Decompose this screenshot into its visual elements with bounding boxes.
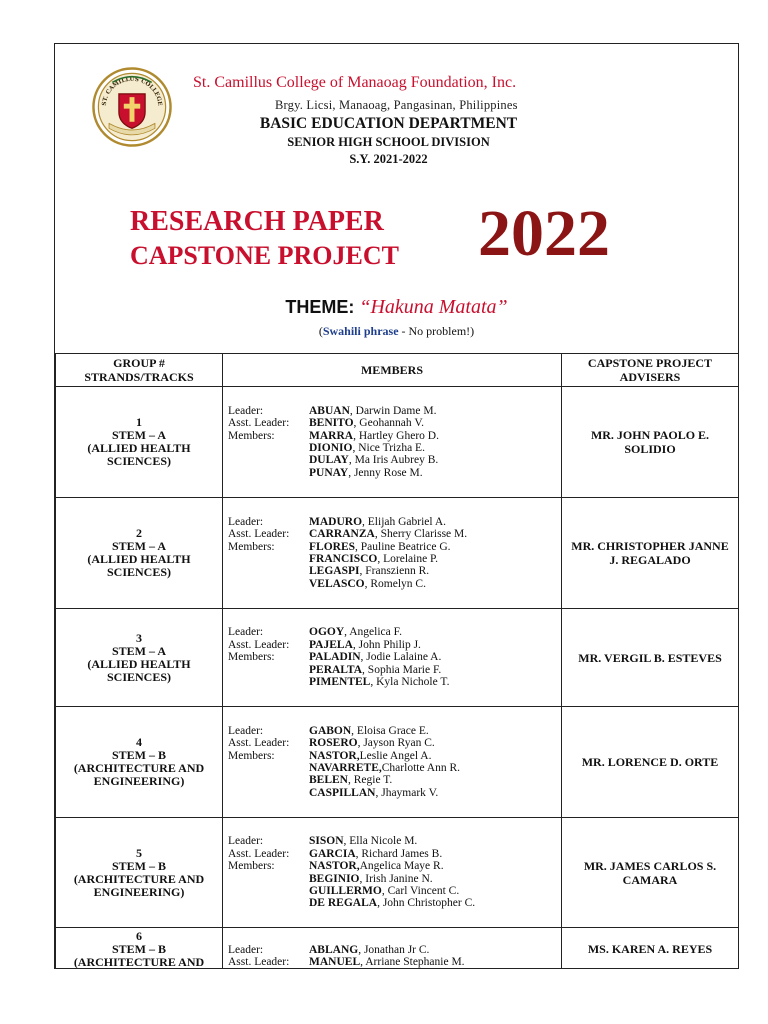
theme-note: (Swahili phrase - No problem!) xyxy=(318,324,475,338)
member-line xyxy=(228,541,561,553)
member-surname: PALADIN xyxy=(309,651,361,664)
member-surname: GARCIA xyxy=(309,847,356,860)
school-address: Brgy. Licsi, Manaoag, Pangasinan, Philippines xyxy=(275,98,518,112)
members-cell xyxy=(223,609,562,707)
member-role: Asst. Leader: xyxy=(228,638,290,651)
title-research-paper: RESEARCH PAPER xyxy=(130,206,384,237)
member-given-name: , Richard James B. xyxy=(355,847,443,860)
theme-label: THEME xyxy=(285,297,349,317)
member-role xyxy=(228,454,309,466)
member-given-name: , Elijah Gabriel A. xyxy=(362,515,447,528)
member-role: Asst. Leader: xyxy=(228,528,290,541)
member-role xyxy=(228,676,309,688)
member-line xyxy=(228,897,561,909)
member-given-name: , Darwin Dame M. xyxy=(349,404,437,417)
member-line xyxy=(228,430,561,442)
member-line xyxy=(228,454,561,466)
member-role xyxy=(228,897,309,909)
member-given-name: , John Philip J. xyxy=(352,638,421,651)
member-line xyxy=(228,664,561,676)
member-line xyxy=(228,405,561,417)
member-role: Leader: xyxy=(228,404,264,417)
member-surname: BENITO xyxy=(309,417,354,430)
member-line xyxy=(228,944,561,956)
member-line xyxy=(228,956,561,968)
members-cell xyxy=(223,387,562,498)
member-line xyxy=(228,553,561,565)
member-given-name: , Eloisa Grace E. xyxy=(351,724,429,737)
header-advisers: CAPSTONE PROJECT ADVISERS xyxy=(562,354,739,387)
member-role: Leader: xyxy=(228,515,264,528)
member-surname: MANUEL xyxy=(309,956,361,969)
group-cell: 5 STEM – B (ARCHITECTURE AND ENGINEERING) xyxy=(56,818,223,928)
member-surname: DIONIO xyxy=(309,442,353,454)
member-role: Asst. Leader: xyxy=(228,847,290,860)
member-role: Members: xyxy=(228,651,275,664)
table-row xyxy=(56,707,739,818)
member-line xyxy=(228,737,561,749)
theme-value: “Hakuna Matata” xyxy=(359,296,508,318)
member-role: Members: xyxy=(228,749,275,762)
division-title: SENIOR HIGH SCHOOL DIVISION xyxy=(287,135,490,149)
member-role xyxy=(228,762,309,774)
member-role: Leader: xyxy=(228,835,264,848)
member-given-name: , Lorelaine P. xyxy=(377,553,439,565)
member-line xyxy=(228,725,561,737)
member-role: Leader: xyxy=(228,944,264,956)
member-line xyxy=(228,750,561,762)
group-cell: 2 STEM – A (ALLIED HEALTH SCIENCES) xyxy=(56,498,223,609)
member-given-name: , Pauline Beatrice G. xyxy=(355,540,451,553)
member-surname: CASPILLAN xyxy=(309,786,376,799)
adviser-cell: MR. LORENCE D. ORTE xyxy=(562,707,739,818)
group-cell: 1 STEM – A (ALLIED HEALTH SCIENCES) xyxy=(56,387,223,498)
member-line xyxy=(228,848,561,860)
member-given-name: Angelica Maye R. xyxy=(359,860,444,873)
member-role: Leader: xyxy=(228,724,264,737)
member-line xyxy=(228,762,561,774)
member-given-name: , Sherry Clarisse M. xyxy=(374,528,468,541)
member-given-name: , Hartley Ghero D. xyxy=(353,429,439,442)
member-surname: GABON xyxy=(309,724,352,737)
member-line xyxy=(228,578,561,590)
member-role: Leader: xyxy=(228,626,264,639)
theme-note-term: Swahili phrase xyxy=(322,324,399,338)
member-surname: NASTOR, xyxy=(309,860,360,873)
member-given-name: Leslie Angel A. xyxy=(359,749,432,762)
member-surname: PAJELA xyxy=(309,638,353,651)
member-given-name: , Jodie Lalaine A. xyxy=(360,651,442,664)
member-line xyxy=(228,528,561,540)
member-surname: CARRANZA xyxy=(309,528,375,541)
member-role: Members: xyxy=(228,429,275,442)
svg-text:ST. CAMILLUS COLLEGE: ST. CAMILLUS COLLEGE xyxy=(101,76,163,107)
member-surname: DE REGALA xyxy=(309,897,378,910)
table-row xyxy=(56,387,739,498)
member-line xyxy=(228,442,561,454)
member-given-name: , Regie T. xyxy=(348,774,393,787)
members-cell xyxy=(223,818,562,928)
group-cell: 3 STEM – A (ALLIED HEALTH SCIENCES) xyxy=(56,609,223,707)
member-surname: PERALTA xyxy=(309,663,363,676)
member-surname: BEGINIO xyxy=(309,872,360,885)
member-line xyxy=(228,885,561,897)
member-given-name: , Jayson Ryan C. xyxy=(357,737,435,750)
title-capstone-project: CAPSTONE PROJECT xyxy=(130,241,399,270)
adviser-cell: MR. JOHN PAOLO E. SOLIDIO xyxy=(562,387,739,498)
member-line xyxy=(228,565,561,577)
member-given-name: , Angelica F. xyxy=(344,626,402,639)
member-surname: ABUAN xyxy=(309,404,350,417)
theme-line: THEME: “Hakuna Matata” xyxy=(285,296,508,318)
member-surname: DULAY xyxy=(309,454,349,467)
member-surname: PUNAY xyxy=(309,466,349,479)
member-given-name: , Franszienn R. xyxy=(359,565,430,578)
member-role: Members: xyxy=(228,860,275,873)
adviser-cell: MR. VERGIL B. ESTEVES xyxy=(562,609,739,707)
group-cell: 4 STEM – B (ARCHITECTURE AND ENGINEERING) xyxy=(56,707,223,818)
group-cell: 6 STEM – B (ARCHITECTURE AND xyxy=(56,928,223,970)
member-given-name: , Jenny Rose M. xyxy=(348,466,423,479)
school-year: S.Y. 2021-2022 xyxy=(349,152,428,166)
member-given-name: , Jhaymark V. xyxy=(375,786,439,799)
adviser-cell: MR. CHRISTOPHER JANNE J. REGALADO xyxy=(562,498,739,609)
member-line xyxy=(228,417,561,429)
member-surname: NAVARRETE, xyxy=(309,762,382,774)
member-line xyxy=(228,873,561,885)
member-surname: FRANCISCO xyxy=(309,553,378,565)
member-surname: OGOY xyxy=(309,626,345,639)
member-role xyxy=(228,578,309,590)
member-line xyxy=(228,774,561,786)
member-line xyxy=(228,639,561,651)
department-title: BASIC EDUCATION DEPARTMENT xyxy=(259,115,518,132)
theme-note-meaning: - No problem!) xyxy=(398,324,475,338)
member-surname: LEGASPI xyxy=(309,565,360,578)
member-given-name: , Romelyn C. xyxy=(364,577,426,590)
document-page xyxy=(54,43,739,969)
member-surname: ROSERO xyxy=(309,737,358,750)
member-role xyxy=(228,664,309,676)
member-surname: NASTOR, xyxy=(309,749,360,762)
table-row xyxy=(56,609,739,707)
member-given-name: , Jonathan Jr C. xyxy=(358,944,430,956)
member-line xyxy=(228,860,561,872)
members-cell xyxy=(223,498,562,609)
table-header-row xyxy=(56,354,739,387)
member-line xyxy=(228,516,561,528)
member-given-name: , John Christopher C. xyxy=(377,897,476,910)
member-role xyxy=(228,885,309,897)
member-line xyxy=(228,676,561,688)
school-name: St. Camillus College of Manaoag Foundation, Inc. xyxy=(193,74,517,91)
member-surname: SISON xyxy=(309,835,344,848)
member-surname: MADURO xyxy=(309,515,363,528)
member-role xyxy=(228,467,309,479)
member-surname: VELASCO xyxy=(309,577,365,590)
member-line xyxy=(228,626,561,638)
member-line xyxy=(228,787,561,799)
header-group: GROUP # STRANDS/TRACKS xyxy=(56,354,223,387)
member-line xyxy=(228,651,561,663)
member-surname: ABLANG xyxy=(309,944,359,956)
title-year: 2022 xyxy=(478,197,610,270)
member-role xyxy=(228,442,309,454)
table-row xyxy=(56,928,739,970)
member-surname: FLORES xyxy=(309,540,356,553)
member-given-name: , Sophia Marie F. xyxy=(362,663,442,676)
groups-table xyxy=(55,353,739,969)
table-row xyxy=(56,498,739,609)
member-role xyxy=(228,873,309,885)
table-row xyxy=(56,818,739,928)
member-given-name: , Carl Vincent C. xyxy=(381,884,460,897)
member-surname: BELEN xyxy=(309,774,348,787)
members-cell xyxy=(223,707,562,818)
member-role xyxy=(228,787,309,799)
member-line xyxy=(228,835,561,847)
header-members: MEMBERS xyxy=(223,354,562,387)
member-role xyxy=(228,565,309,577)
member-role xyxy=(228,553,309,565)
member-given-name: , Irish Janine N. xyxy=(359,872,433,885)
member-given-name: , Nice Trizha E. xyxy=(352,442,425,454)
member-role: Members: xyxy=(228,540,275,553)
member-role: Asst. Leader: xyxy=(228,737,290,750)
member-surname: GUILLERMO xyxy=(309,884,382,897)
member-given-name: , Ella Nicole M. xyxy=(343,835,418,848)
member-given-name: , Kyla Nichole T. xyxy=(370,676,450,689)
member-surname: PIMENTEL xyxy=(309,676,371,689)
member-surname: MARRA xyxy=(309,429,354,442)
member-given-name: Charlotte Ann R. xyxy=(381,762,461,774)
adviser-cell: MR. JAMES CARLOS S. CAMARA xyxy=(562,818,739,928)
member-given-name: , Geohannah V. xyxy=(353,417,425,430)
member-role xyxy=(228,774,309,786)
adviser-cell: MS. KAREN A. REYES xyxy=(562,928,739,970)
members-cell xyxy=(223,928,562,970)
member-given-name: , Ma Iris Aubrey B. xyxy=(348,454,439,467)
member-given-name: , Arriane Stephanie M. xyxy=(360,956,465,969)
member-role: Asst. Leader: xyxy=(228,417,290,430)
member-line xyxy=(228,467,561,479)
member-role: Asst. Leader: xyxy=(228,956,290,969)
